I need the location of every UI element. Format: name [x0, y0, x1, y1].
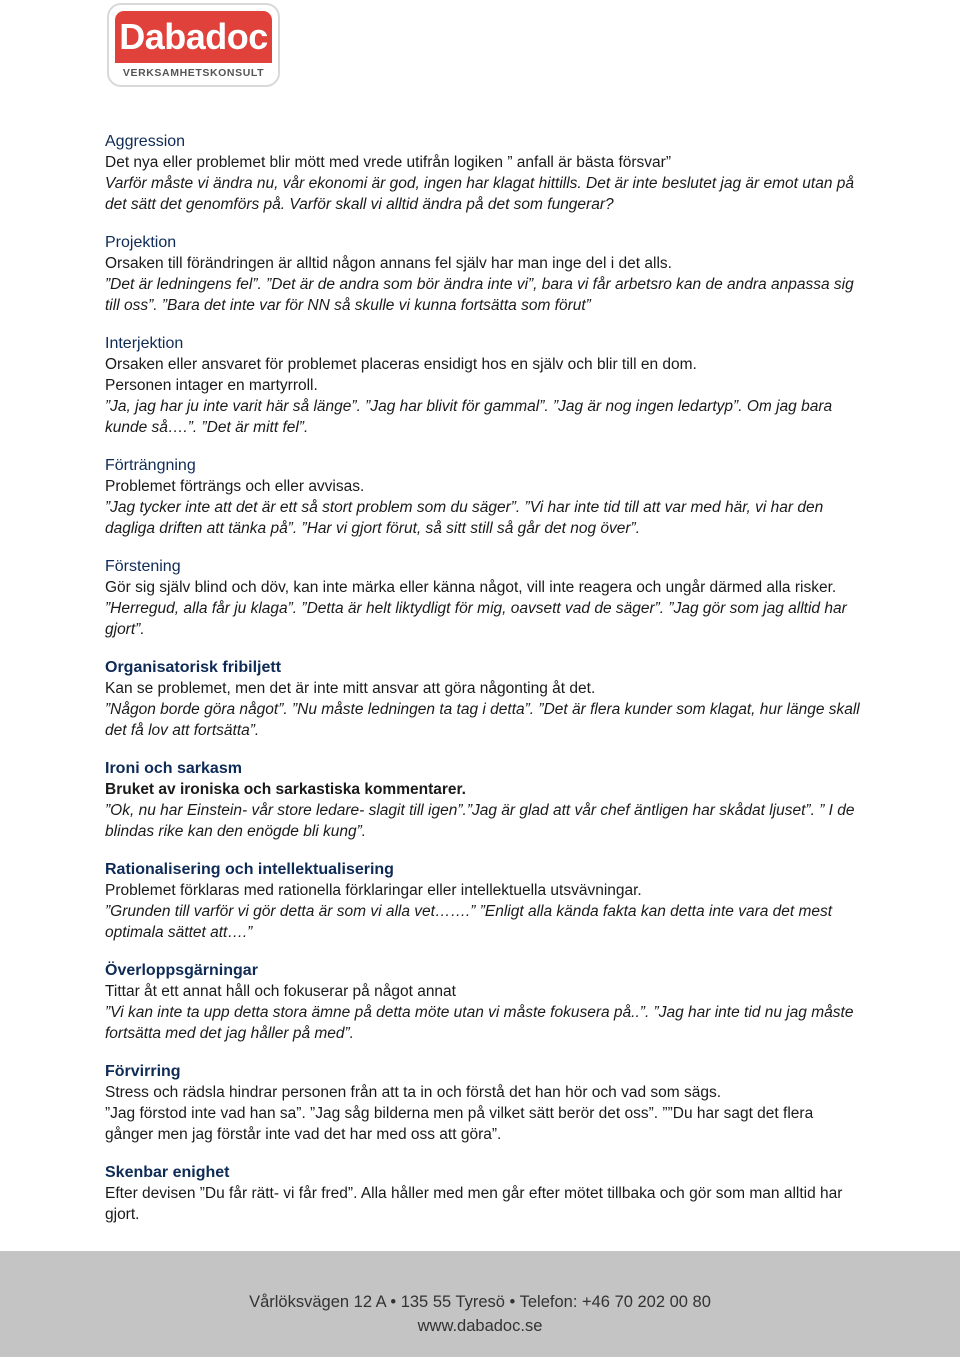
section-3: [105, 455, 865, 539]
section-heading: Ironi och sarkasm: [105, 760, 242, 777]
body-text: Efter devisen ”Du får rätt- vi får fred”. Alla håller med men går efter mötet tillbaka och gör som man alltid har gjort.: [105, 1185, 843, 1223]
quote-text: ”Det är ledningens fel”. ”Det är de andra som bör ändra inte vi”, bara vi får arbetsro kan de andra anpassa sig till oss”. ”Bara det inte var för NN så skulle vi kunna fortsätta som förut”: [105, 276, 854, 314]
section-8: [105, 960, 865, 1044]
body-text: Bruket av ironiska och sarkastiska kommentarer.: [105, 781, 466, 798]
quote-text: Varför måste vi ändra nu, vår ekonomi är god, ingen har klagat hittills. Det är inte beslutet jag är emot utan på det sätt det genomförs på. Varför skall vi alltid ändra på det som fungerar?: [105, 175, 854, 213]
section-heading: Projektion: [105, 234, 177, 251]
section-heading: Förvirring: [105, 1063, 181, 1080]
quote-text: ”Ok, nu har Einstein- vår store ledare- slagit till igen”.”Jag är glad att vår chef äntligen har skådat ljuset”. ” I de blindas rike kan den enögde bli kung”.: [105, 802, 855, 840]
section-1: [105, 232, 865, 316]
body-text: Kan se problemet, men det är inte mitt ansvar att göra någonting åt det.: [105, 680, 596, 697]
document-body: [105, 131, 865, 1242]
quote-text: ”Vi kan inte ta upp detta stora ämne på detta möte utan vi måste fokusera på..”. ”Jag har inte tid nu jag måste fortsätta med det jag håller på med”.: [105, 1004, 854, 1042]
section-heading: Organisatorisk fribiljett: [105, 659, 282, 676]
body-text: Gör sig själv blind och döv, kan inte märka eller känna något, vill inte reagera och ungår därmed alla risker.: [105, 579, 837, 596]
company-logo: [107, 3, 280, 87]
section-2: [105, 333, 865, 438]
section-6: [105, 758, 865, 842]
section-0: [105, 131, 865, 215]
quote-text: ”Jag tycker inte att det är ett så stort problem som du säger”. ”Vi har inte tid till att var med här, vi har den dagliga driften att tänka på”. ”Har vi gjort förut, så sitt still så går det nog över”.: [105, 499, 824, 537]
footer-address: Vårlöksvägen 12 A • 135 55 Tyresö • Telefon: +46 70 202 00 80: [249, 1293, 711, 1311]
section-7: [105, 859, 865, 943]
section-heading: Skenbar enighet: [105, 1164, 230, 1181]
section-5: [105, 657, 865, 741]
quote-text: ”Herregud, alla får ju klaga”. ”Detta är helt liktydligt för mig, oavsett vad de säger”. ”Jag gör som jag alltid har gjort”.: [105, 600, 847, 638]
section-heading: Överloppsgärningar: [105, 962, 258, 979]
body-text: Problemet förträngs och eller avvisas.: [105, 478, 365, 495]
body-text: Orsaken till förändringen är alltid någon annans fel själv har man inge del i det alls.: [105, 255, 672, 272]
body-text: Stress och rädsla hindrar personen från att ta in och förstå det han hör och vad som sägs.: [105, 1084, 722, 1101]
section-heading: Aggression: [105, 133, 186, 150]
section-heading: Rationalisering och intellektualisering: [105, 861, 394, 878]
body-text: Orsaken eller ansvaret för problemet placeras ensidigt hos en själv och blir till en dom.: [105, 356, 697, 373]
body-text: Problemet förklaras med rationella förklaringar eller intellektuella utsvävningar.: [105, 882, 642, 899]
page-footer: [0, 1251, 960, 1357]
section-heading: Förträngning: [105, 457, 196, 474]
body-text: Det nya eller problemet blir mött med vrede utifrån logiken ” anfall är bästa försvar”: [105, 154, 671, 171]
quote-text: ”Ja, jag har ju inte varit här så länge”. ”Jag har blivit för gammal”. ”Jag är nog ingen ledartyp”. Om jag bara kunde så….”. ”Det är mitt fel”.: [105, 398, 833, 436]
logo-wordmark: Dabadoc: [115, 11, 272, 63]
footer-website-link[interactable]: www.dabadoc.se: [417, 1317, 543, 1335]
body-text: Tittar åt ett annat håll och fokuserar på något annat: [105, 983, 456, 1000]
quote-text: ”Grunden till varför vi gör detta är som vi alla vet…….” ”Enligt alla kända fakta kan detta inte vara det mest optimala sättet att….”: [105, 903, 833, 941]
logo-tagline: VERKSAMHETSKONSULT: [122, 67, 265, 79]
section-heading: Interjektion: [105, 335, 184, 352]
section-10: [105, 1162, 865, 1225]
section-heading: Förstening: [105, 558, 181, 575]
body-text: Personen intager en martyrroll.: [105, 377, 318, 394]
section-9: [105, 1061, 865, 1145]
quote-text: ”Någon borde göra något”. ”Nu måste ledningen ta tag i detta”. ”Det är flera kunder som klagat, hur länge skall det få lov att fortsätta”.: [105, 701, 860, 739]
section-4: [105, 556, 865, 640]
body-text: ”Jag förstod inte vad han sa”. ”Jag såg bilderna men på vilket sätt berör det oss”. ””Du har sagt det flera gånger men jag förstår inte vad det har med oss att göra”.: [105, 1105, 814, 1143]
